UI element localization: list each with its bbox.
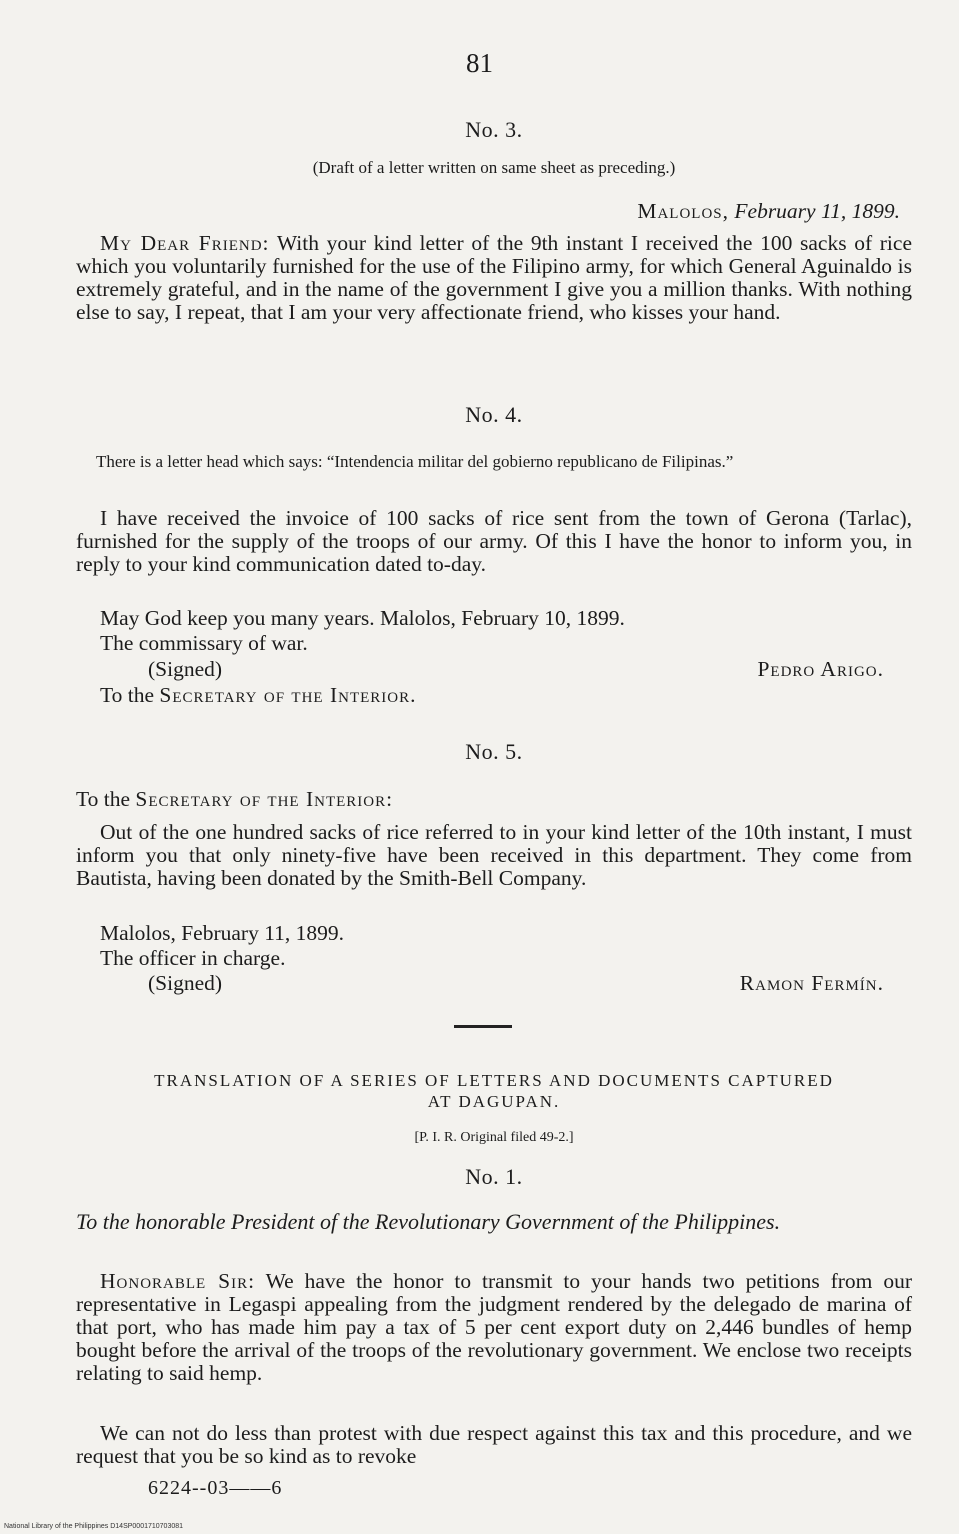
doc5-body: Out of the one hundred sacks of rice referred to in your kind letter of the 10th instant, I must inform you that only ninety-five have been received in this department. They come from Bautista, having been donated by the Smith-Bell Company. bbox=[76, 820, 912, 890]
section-title bbox=[76, 1070, 912, 1112]
doc4-signed: (Signed) bbox=[148, 657, 223, 681]
doc5-date: Malolos, February 11, 1899. bbox=[100, 921, 345, 945]
doc3-body-paragraph bbox=[76, 232, 912, 324]
page-number: 81 bbox=[466, 48, 493, 78]
doc3-salutation: My Dear Friend: bbox=[100, 231, 270, 255]
section-para1 bbox=[76, 1270, 912, 1385]
section-title-line1: TRANSLATION OF A SERIES OF LETTERS AND DOCUMENTS CAPTURED bbox=[154, 1071, 834, 1090]
doc3-place-date bbox=[76, 200, 912, 223]
section-title-line2: AT DAGUPAN. bbox=[427, 1092, 561, 1111]
doc5-signed: (Signed) bbox=[148, 971, 223, 995]
doc3-place: Malolos, bbox=[637, 199, 730, 223]
doc4-addressee-prefix: To the bbox=[100, 683, 155, 707]
doc5-addressee-line bbox=[76, 788, 912, 811]
section-address: To the honorable President of the Revolutionary Government of the Philippines. bbox=[76, 1209, 781, 1234]
section-salutation: Honorable Sir: bbox=[100, 1269, 256, 1293]
archive-stamp: National Library of the Philippines D14SP0001710703081 bbox=[4, 1523, 184, 1530]
doc4-heading: No. 4. bbox=[465, 402, 523, 427]
doc5-addressee: Secretary of the Interior: bbox=[135, 787, 394, 811]
section-heading: No. 1. bbox=[465, 1164, 523, 1189]
section-para2: We can not do less than protest with due respect against this tax and this procedure, and we request that you be so kind as to revoke bbox=[76, 1421, 912, 1468]
doc4-closing: May God keep you many years. Malolos, February 10, 1899. bbox=[100, 606, 625, 630]
doc3-body: With your kind letter of the 9th instant I received the 100 sacks of rice which you voluntarily furnished for the use of the Filipino army, for which General Aguinaldo is extremely grateful, and in the name of the government I give you a million thanks. With nothing else to say, I repeat, that I am your very affectionate friend, who kisses your hand. bbox=[76, 231, 912, 324]
doc4-note: There is a letter head which says: “Intendencia militar del gobierno republicano de Filipinas.” bbox=[96, 452, 734, 471]
doc5-heading: No. 5. bbox=[465, 739, 523, 764]
section-para1-text: We have the honor to transmit to your hands two petitions from our representative in Legaspi appealing from the judgment rendered by the delegado de marina of that port, who has made him pay a tax of 5 per cent export duty on 2,446 bundles of hemp bought before the arrival of the troops of the revolutionary government. We enclose two receipts relating to said hemp. bbox=[76, 1269, 912, 1385]
section-reference: [P. I. R. Original filed 49-2.] bbox=[414, 1130, 574, 1145]
doc5-signature-row bbox=[76, 972, 884, 995]
print-code: 6224--03——6 bbox=[148, 1477, 283, 1499]
doc5-signer: Ramon Fermín. bbox=[739, 971, 884, 995]
doc4-body: I have received the invoice of 100 sacks of rice sent from the town of Gerona (Tarlac), furnished for the supply of the troops of our army. Of this I have the honor to inform you, in reply to your kind communication dated to-day. bbox=[76, 506, 912, 576]
doc4-addressee-line bbox=[76, 684, 912, 707]
doc5-role: The officer in charge. bbox=[100, 946, 286, 970]
doc3-heading: No. 3. bbox=[465, 117, 523, 142]
doc4-signer: Pedro Arigo. bbox=[757, 657, 884, 681]
doc4-signature-row bbox=[76, 658, 884, 681]
section-divider bbox=[454, 1025, 512, 1028]
doc4-role: The commissary of war. bbox=[100, 631, 308, 655]
doc3-note: (Draft of a letter written on same sheet as preceding.) bbox=[312, 158, 676, 177]
doc4-addressee: Secretary of the Interior. bbox=[159, 683, 417, 707]
doc3-date: February 11, 1899. bbox=[734, 199, 900, 223]
doc5-addressee-prefix: To the bbox=[76, 787, 131, 811]
